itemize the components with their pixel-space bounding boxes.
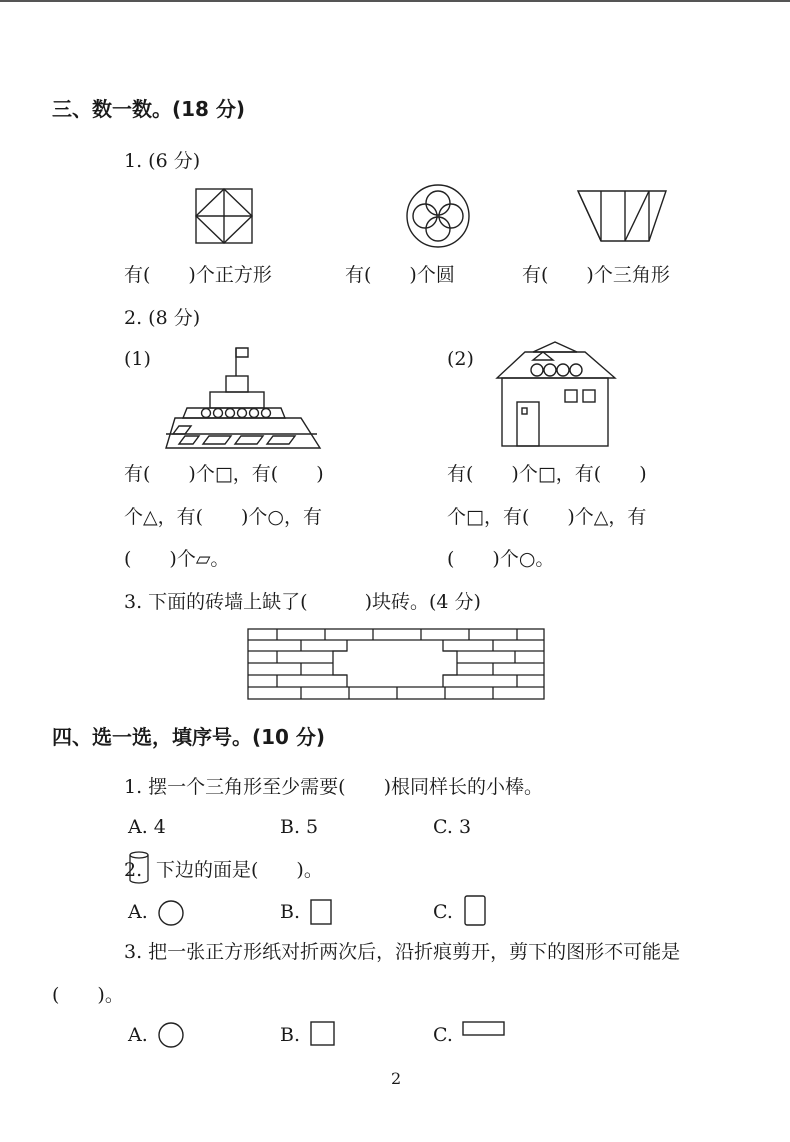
s4-q3-option-a: A. bbox=[128, 1024, 148, 1046]
q2-sub1-label: (1) bbox=[124, 348, 151, 370]
brick-wall-figure bbox=[247, 628, 545, 700]
trapezoid-triangles-figure bbox=[577, 190, 667, 242]
q2-label: 2. (8 分) bbox=[124, 307, 201, 329]
q1-square-count: 有( )个正方形 bbox=[124, 264, 272, 286]
s4-q2-option-c: C. bbox=[433, 901, 453, 923]
q2-line1-right: 有( )个□，有( ) bbox=[447, 463, 647, 485]
q2-sub2-label: (2) bbox=[447, 348, 474, 370]
house-figure bbox=[495, 340, 615, 450]
s4-q3-option-c: C. bbox=[433, 1024, 453, 1046]
circle-shape-icon bbox=[157, 899, 185, 927]
s4-q2-option-b: B. bbox=[280, 901, 301, 923]
s4-q3-continuation: ( )。 bbox=[52, 984, 124, 1006]
s4-q3-option-b: B. bbox=[280, 1024, 301, 1046]
q1-label: 1. (6 分) bbox=[124, 150, 201, 172]
square-shape-icon bbox=[310, 1021, 336, 1047]
page-number: 2 bbox=[391, 1069, 402, 1088]
square-diamond-figure bbox=[195, 188, 253, 244]
q1-circle-count: 有( )个圆 bbox=[345, 264, 455, 286]
s4-q1-text: 1. 摆一个三角形至少需要( )根同样长的小棒。 bbox=[124, 776, 543, 798]
circle-shape-icon bbox=[157, 1021, 185, 1049]
s4-q1-option-c: C. 3 bbox=[433, 816, 472, 838]
s4-q1-option-a: A. 4 bbox=[128, 816, 166, 838]
q3-text: 3. 下面的砖墙上缺了( )块砖。(4 分) bbox=[124, 591, 481, 613]
q1-triangle-count: 有( )个三角形 bbox=[522, 264, 670, 286]
square-shape-icon bbox=[310, 899, 334, 927]
s4-q1-option-b: B. 5 bbox=[280, 816, 319, 838]
section-3-title: 三、数一数。(18 分) bbox=[52, 97, 246, 121]
s4-q2-text: 下边的面是( )。 bbox=[156, 859, 323, 881]
q2-line2-right: 个□，有( )个△，有 bbox=[447, 506, 647, 528]
circles-figure bbox=[405, 184, 471, 248]
s4-q2-option-a: A. bbox=[128, 901, 148, 923]
q2-line1-left: 有( )个□，有( ) bbox=[124, 463, 324, 485]
s4-q3-text: 3. 把一张正方形纸对折两次后，沿折痕剪开，剪下的图形不可能是 bbox=[124, 941, 681, 963]
ship-figure bbox=[165, 346, 321, 450]
tall-rectangle-shape-icon bbox=[464, 895, 488, 927]
wide-rectangle-shape-icon bbox=[462, 1021, 506, 1037]
s4-q2-number: 2. bbox=[124, 859, 143, 881]
q2-line2-left: 个△，有( )个○，有 bbox=[124, 506, 323, 528]
section-4-title: 四、选一选，填序号。(10 分) bbox=[52, 725, 326, 749]
cylinder-icon bbox=[128, 851, 150, 885]
top-border bbox=[0, 0, 790, 2]
q2-line3-left: ( )个▱。 bbox=[124, 548, 230, 570]
q2-line3-right: ( )个○。 bbox=[447, 548, 555, 570]
